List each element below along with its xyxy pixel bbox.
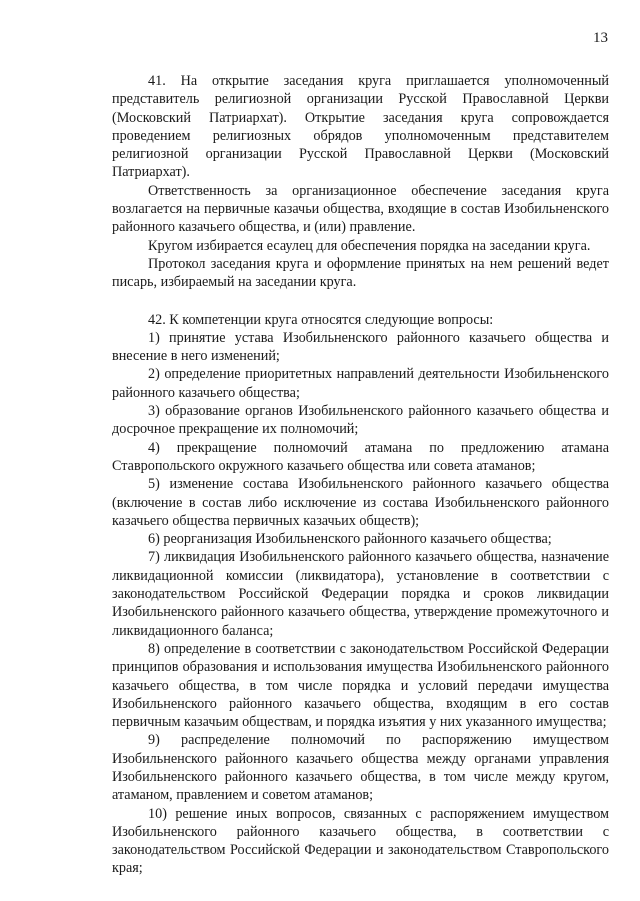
list-item-8: 8) определение в соответствии с законодательством Российской Федерации принципов образования и использования имущества Изобильненского районного казачьего общества, в том числе порядка и условий передачи имущества Изобильненского районного казачьего общества, входящим в его состав первичным казачьим обществам, и порядка изъятия у них указанного имущества; <box>112 640 609 731</box>
paragraph-41: 41. На открытие заседания круга приглашается уполномоченный представитель религиозной организации Русской Православной Церкви (Московский Патриархат). Открытие заседания круга сопровождается проведением религиозных обрядов уполномоченным представителем религиозной организации Русской Православной Церкви (Московский Патриархат). <box>112 73 609 181</box>
paragraph-protocol: Протокол заседания круга и оформление принятых на нем решений ведет писарь, избираемый на заседании круга. <box>112 255 609 291</box>
paragraph-esaulets: Кругом избирается есаулец для обеспечения порядка на заседании круга. <box>148 237 591 254</box>
list-item-3: 3) образование органов Изобильненского районного казачьего общества и досрочное прекращение их полномочий; <box>112 403 609 438</box>
page-number: 13 <box>593 30 608 46</box>
paragraph-responsibility: Ответственность за организационное обеспечение заседания круга возлагается на первичные казачьи общества, входящие в состав Изобильненского районного казачьего общества, и (или) правление. <box>112 182 609 236</box>
list-item-5: 5) изменение состава Изобильненского районного казачьего общества (включение в состав либо исключение из состава Изобильненского районного казачьего общества первичных казачьих обществ); <box>112 476 609 529</box>
paragraph-42: 42. К компетенции круга относятся следующие вопросы: <box>148 311 494 328</box>
list-item-1: 1) принятие устава Изобильненского районного казачьего общества и внесение в него изменений; <box>112 329 609 365</box>
list-item-6: 6) реорганизация Изобильненского районного казачьего общества; <box>148 531 552 548</box>
list-item-4: 4) прекращение полномочий атамана по предложению атамана Ставропольского окружного казачьего общества или совета атаманов; <box>112 439 609 474</box>
document-body <box>112 72 609 878</box>
list-item-9: 9) распределение полномочий по распоряжению имуществом Изобильненского районного казачьего общества между органами управления Изобильненского районного казачьего общества, в том числе между кругом, атаманом, правлением и советом атаманов; <box>112 732 609 804</box>
list-item-10: 10) решение иных вопросов, связанных с распоряжением имуществом Изобильненского районного казачьего общества, в соответствии с законодательством Российской Федерации и законодательством Ставропольского края; <box>112 805 609 877</box>
list-item-7: 7) ликвидация Изобильненского районного казачьего общества, назначение ликвидационной комиссии (ликвидатора), установление в соответствии с законодательством Российской Федерации порядка и сроков ликвидации Изобильненского районного казачьего общества, утверждение промежуточного и ликвидационного баланса; <box>112 549 609 639</box>
list-item-2: 2) определение приоритетных направлений деятельности Изобильненского районного казачьего общества; <box>112 366 609 401</box>
